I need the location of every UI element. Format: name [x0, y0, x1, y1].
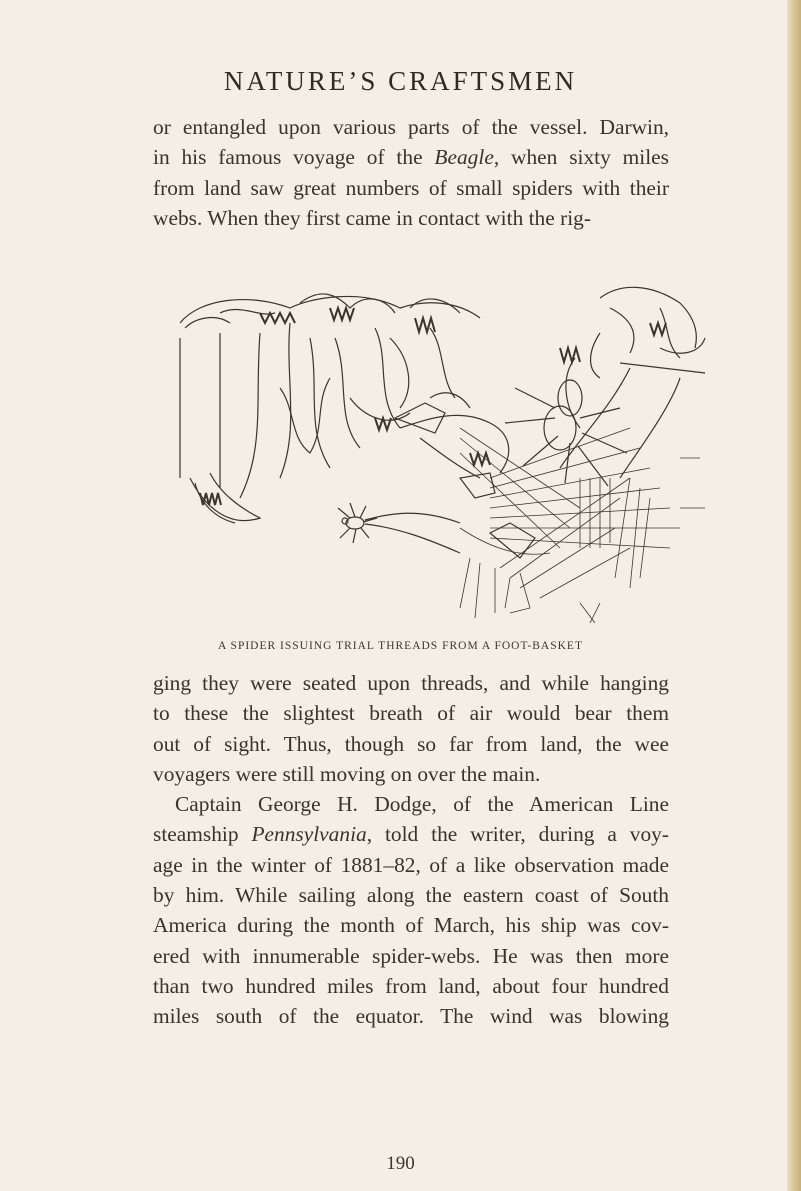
text-line: by him. While sailing along the eastern coast of South — [153, 883, 669, 908]
text-line: in his famous voyage of the Beagle, when sixty miles — [153, 145, 669, 170]
paragraph-bottom — [153, 668, 669, 1032]
italic-title: Pennsylvania — [251, 822, 367, 847]
text-line: to these the slightest breath of air would bear them — [153, 701, 669, 726]
text-line: webs. When they first came in contact with the rig- — [153, 205, 591, 230]
text-line: age in the winter of 1881–82, of a like observation made — [153, 852, 669, 877]
text-line: Captain George H. Dodge, of the American Line — [175, 792, 669, 817]
spider-basket-right — [505, 287, 705, 486]
text-line: ered with innumerable spider-webs. He was then more — [153, 943, 669, 968]
text-line: voyagers were still moving on over the main. — [153, 761, 541, 786]
text-line: than two hundred miles from land, about four hundred — [153, 973, 669, 998]
text-line: ging they were seated upon threads, and while hanging — [153, 671, 669, 695]
figure-caption: A SPIDER ISSUING TRIAL THREADS FROM A FOOT-BASKET — [218, 640, 583, 652]
text-line: or entangled upon various parts of the vessel. Darwin, — [153, 115, 669, 139]
text-line: steamship Pennsylvania, told the writer, during a voy- — [153, 822, 669, 847]
text-line: miles south of the equator. The wind was blowing — [153, 1004, 669, 1029]
spider-illustration — [160, 278, 715, 623]
page-number: 190 — [386, 1153, 415, 1174]
text-line: America during the month of March, his ship was cov- — [153, 913, 669, 938]
text-line: out of sight. Thus, though so far from land, the wee — [153, 731, 669, 756]
trial-threads — [460, 428, 705, 623]
page-edge — [787, 0, 801, 1191]
paragraph-top — [153, 112, 669, 233]
italic-title: Beagle — [434, 145, 494, 170]
spider-figure-small — [338, 503, 460, 553]
text-line: from land saw great numbers of small spiders with their — [153, 175, 669, 200]
running-header: NATURE’S CRAFTSMEN — [223, 66, 578, 96]
